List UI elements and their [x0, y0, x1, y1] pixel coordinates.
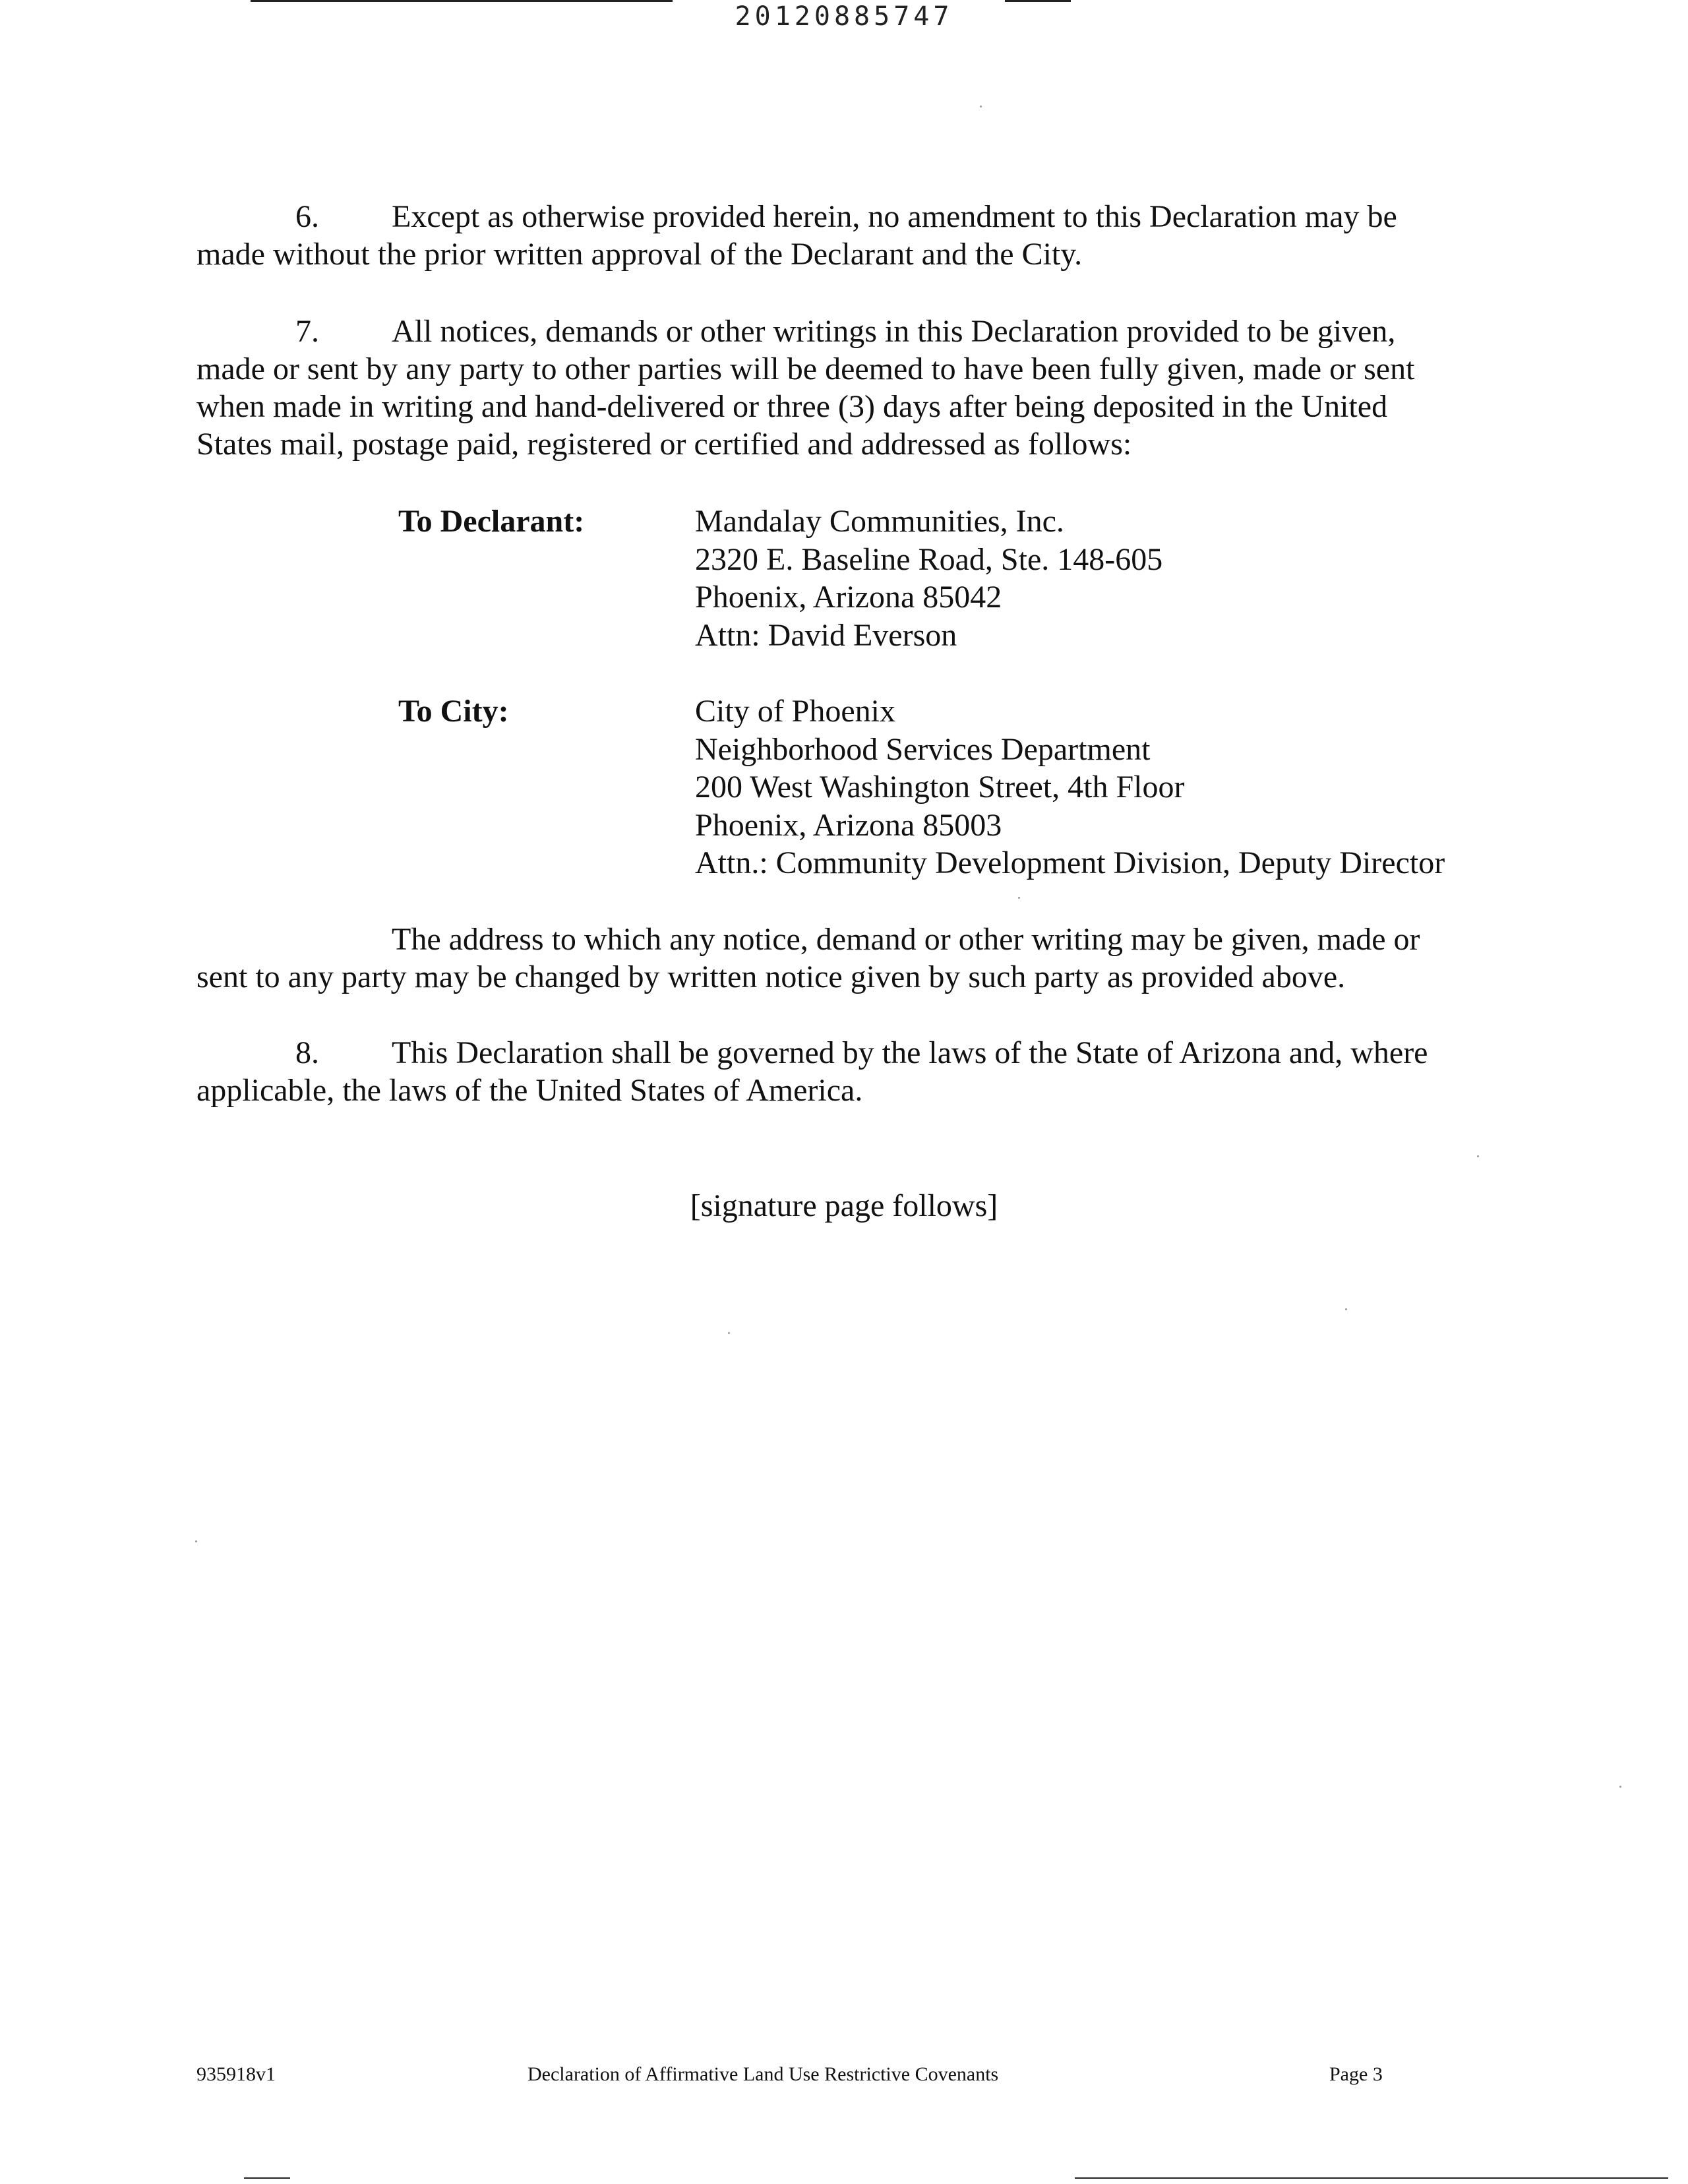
paragraph-6-number: 6. [295, 199, 319, 234]
paragraph-6-line-2: made without the prior written approval of the Declarant and the City. [196, 237, 1083, 272]
scan-speck [1345, 1308, 1347, 1310]
paragraph-7-line-4: States mail, postage paid, registered or certified and addressed as follows: [196, 427, 1132, 462]
declarant-address-line: Attn: David Everson [695, 617, 957, 653]
city-address-line: City of Phoenix [695, 694, 896, 729]
paragraph-7-line-1: All notices, demands or other writings in this Declaration provided to be given, [392, 314, 1396, 349]
city-address-line: 200 West Washington Street, 4th Floor [695, 770, 1185, 804]
scan-speck [1619, 1786, 1621, 1788]
paragraph-6 [196, 198, 1489, 273]
paragraph-8 [196, 1034, 1489, 1109]
paragraph-7-number: 7. [295, 314, 319, 349]
city-label: To City: [398, 694, 509, 729]
signature-page-note: [signature page follows] [690, 1188, 998, 1223]
scan-speck [1018, 897, 1020, 899]
city-address-line: Attn.: Community Development Division, Deputy Director [695, 845, 1445, 880]
paragraph-8-number: 8. [295, 1035, 319, 1070]
bottom-rule-right [1075, 2177, 1668, 2179]
footer-title: Declaration of Affirmative Land Use Restrictive Covenants [528, 2063, 999, 2085]
declarant-address-line: 2320 E. Baseline Road, Ste. 148-605 [695, 541, 1163, 577]
footer-doc-id: 935918v1 [196, 2063, 276, 2085]
paragraph-7 [196, 313, 1489, 463]
declarant-address-line: Mandalay Communities, Inc. [695, 504, 1064, 539]
scan-speck [980, 106, 982, 107]
city-address-line: Neighborhood Services Department [695, 731, 1151, 767]
city-address [695, 692, 1445, 882]
paragraph-8-line-2: applicable, the laws of the United States of America. [196, 1073, 863, 1108]
paragraph-7-line-2: made or sent by any party to other parties will be deemed to have been fully given, made or sent [196, 351, 1415, 386]
paragraph-8-line-1: This Declaration shall be governed by the laws of the State of Arizona and, where [392, 1035, 1428, 1070]
address-change-line-2: sent to any party may be changed by written notice given by such party as provided above. [196, 959, 1346, 994]
declarant-address-line: Phoenix, Arizona 85042 [695, 580, 1002, 615]
address-change-line-1: The address to which any notice, demand or other writing may be given, made or [392, 922, 1420, 957]
declarant-address [695, 502, 1162, 654]
paragraph-7-line-3: when made in writing and hand-delivered or three (3) days after being deposited in the United [196, 389, 1388, 424]
recording-number: 20120885747 [735, 1, 953, 32]
city-address-line: Phoenix, Arizona 85003 [695, 807, 1002, 843]
declarant-label: To Declarant: [398, 504, 585, 539]
scan-speck [195, 1540, 197, 1542]
scan-speck [728, 1332, 730, 1334]
bottom-rule-left [244, 2177, 290, 2179]
paragraph-address-change [196, 921, 1489, 996]
paragraph-6-line-1: Except as otherwise provided herein, no amendment to this Declaration may be [392, 199, 1397, 234]
footer-page-number: Page 3 [1329, 2063, 1383, 2085]
scan-speck [1477, 1155, 1479, 1157]
